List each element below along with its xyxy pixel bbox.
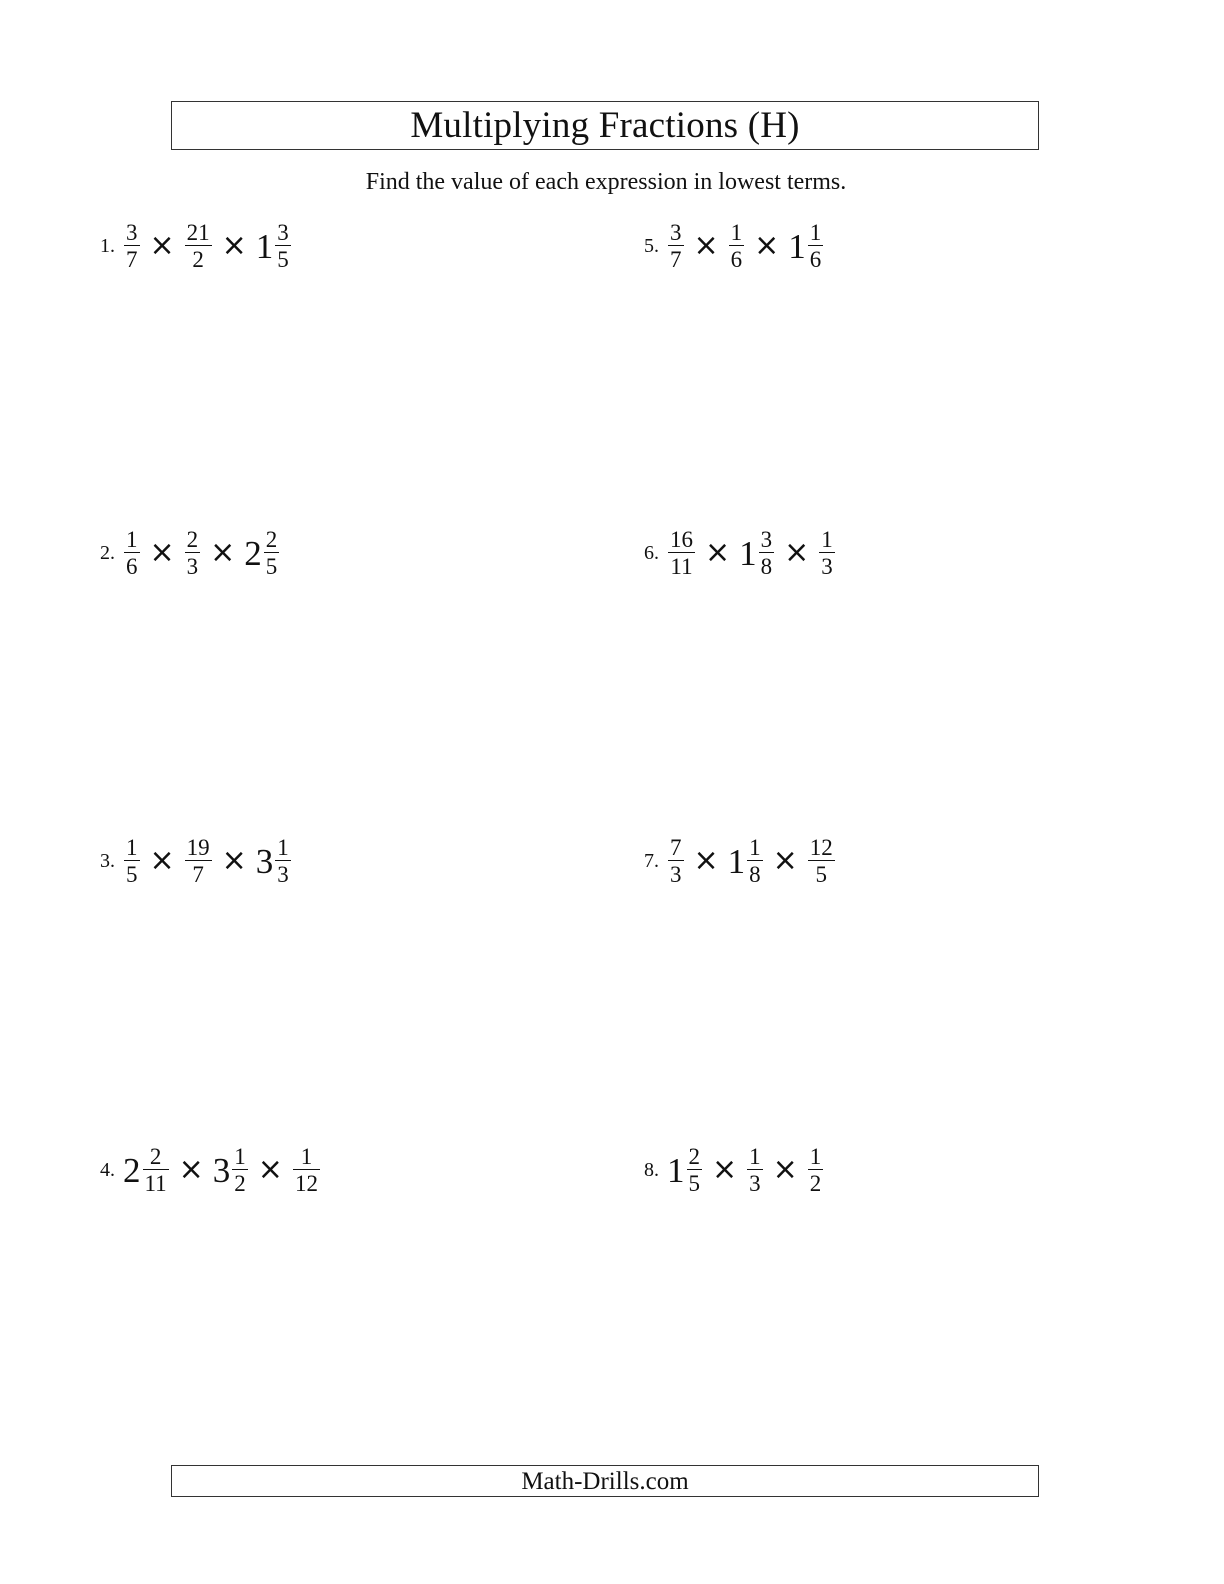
problem-4 (100, 1140, 321, 1200)
times-operator: × (693, 843, 719, 878)
numerator: 1 (126, 527, 138, 552)
problem-number: 2. (100, 542, 115, 564)
fraction (185, 528, 201, 578)
denominator: 3 (186, 554, 199, 579)
times-operator: × (149, 843, 175, 878)
numerator: 1 (234, 1144, 246, 1169)
denominator: 2 (192, 247, 204, 272)
fraction (808, 836, 835, 886)
denominator: 2 (809, 1171, 822, 1196)
page-title: Multiplying Fractions (H) (410, 105, 800, 146)
fraction (264, 528, 280, 578)
footer-text: Math-Drills.com (521, 1467, 689, 1495)
whole-number: 1 (667, 1150, 685, 1190)
numerator: 3 (277, 220, 289, 245)
numerator: 3 (126, 220, 138, 245)
numerator: 1 (730, 220, 743, 245)
times-operator: × (221, 843, 247, 878)
fraction (668, 836, 684, 886)
problem-7 (644, 831, 836, 891)
denominator: 3 (277, 862, 289, 887)
times-operator: × (705, 535, 731, 570)
whole-number: 2 (244, 533, 262, 573)
denominator: 7 (670, 247, 682, 272)
numerator: 7 (670, 835, 682, 860)
denominator: 3 (670, 862, 682, 887)
denominator: 8 (749, 862, 761, 887)
numerator: 1 (749, 835, 761, 860)
numerator: 1 (809, 1144, 822, 1169)
numerator: 21 (186, 220, 210, 245)
denominator: 3 (749, 1171, 761, 1196)
problem-1 (100, 216, 292, 276)
fraction (819, 528, 835, 578)
times-operator: × (257, 1152, 283, 1187)
times-operator: × (693, 228, 719, 263)
numerator: 2 (265, 527, 278, 552)
whole-number: 1 (727, 841, 746, 881)
numerator: 2 (186, 527, 199, 552)
numerator: 16 (670, 527, 693, 552)
problem-3 (100, 831, 292, 891)
fraction (668, 221, 684, 271)
fraction (808, 221, 824, 271)
denominator: 11 (670, 554, 693, 579)
whole-number: 3 (212, 1150, 231, 1190)
fraction (185, 836, 212, 886)
fraction (124, 836, 140, 886)
denominator: 7 (192, 862, 204, 887)
denominator: 5 (688, 1171, 700, 1196)
fraction (668, 528, 695, 578)
times-operator: × (772, 1152, 798, 1187)
numerator: 3 (670, 220, 682, 245)
fraction (747, 1145, 763, 1195)
fraction (124, 221, 140, 271)
times-operator: × (784, 535, 810, 570)
denominator: 6 (730, 247, 743, 272)
whole-number: 1 (255, 226, 274, 266)
times-operator: × (772, 843, 798, 878)
denominator: 6 (809, 247, 822, 272)
whole-number: 3 (255, 841, 274, 881)
denominator: 8 (760, 554, 773, 579)
denominator: 2 (234, 1171, 246, 1196)
numerator: 1 (277, 835, 289, 860)
title-box (171, 101, 1039, 150)
numerator: 2 (688, 1144, 700, 1169)
numerator: 2 (149, 1144, 162, 1169)
fraction (293, 1145, 320, 1195)
problem-number: 5. (644, 235, 659, 257)
times-operator: × (754, 228, 780, 263)
problem-5 (644, 216, 824, 276)
fraction (275, 221, 291, 271)
whole-number: 1 (788, 226, 806, 266)
numerator: 1 (126, 835, 138, 860)
times-operator: × (149, 228, 175, 263)
denominator: 5 (277, 247, 289, 272)
denominator: 11 (144, 1171, 167, 1196)
fraction (143, 1145, 169, 1195)
problem-number: 7. (644, 850, 659, 872)
problem-2 (100, 523, 280, 583)
times-operator: × (149, 535, 175, 570)
fraction (232, 1145, 248, 1195)
times-operator: × (178, 1152, 204, 1187)
numerator: 1 (300, 1144, 313, 1169)
numerator: 1 (809, 220, 822, 245)
numerator: 1 (821, 527, 833, 552)
fraction (124, 528, 140, 578)
footer-box (171, 1465, 1039, 1497)
fraction (759, 528, 775, 578)
fraction (729, 221, 745, 271)
fraction (185, 221, 212, 271)
fraction (747, 836, 763, 886)
problem-number: 1. (100, 235, 115, 257)
problem-number: 4. (100, 1159, 115, 1181)
problem-6 (644, 523, 836, 583)
fraction (808, 1145, 824, 1195)
numerator: 12 (809, 835, 833, 860)
fraction (687, 1145, 703, 1195)
times-operator: × (712, 1152, 738, 1187)
denominator: 5 (126, 862, 138, 887)
numerator: 19 (186, 835, 210, 860)
times-operator: × (210, 535, 236, 570)
problem-8 (644, 1140, 824, 1200)
problem-number: 6. (644, 542, 659, 564)
fraction (275, 836, 291, 886)
denominator: 7 (126, 247, 138, 272)
problem-number: 3. (100, 850, 115, 872)
problem-number: 8. (644, 1159, 659, 1181)
whole-number: 1 (739, 533, 757, 573)
numerator: 1 (749, 1144, 761, 1169)
whole-number: 2 (123, 1150, 141, 1190)
denominator: 6 (126, 554, 138, 579)
denominator: 3 (821, 554, 833, 579)
denominator: 12 (294, 1171, 318, 1196)
times-operator: × (221, 228, 247, 263)
denominator: 5 (265, 554, 278, 579)
instructions: Find the value of each expression in lowest terms. (365, 169, 847, 195)
denominator: 5 (815, 862, 828, 887)
numerator: 3 (760, 527, 773, 552)
